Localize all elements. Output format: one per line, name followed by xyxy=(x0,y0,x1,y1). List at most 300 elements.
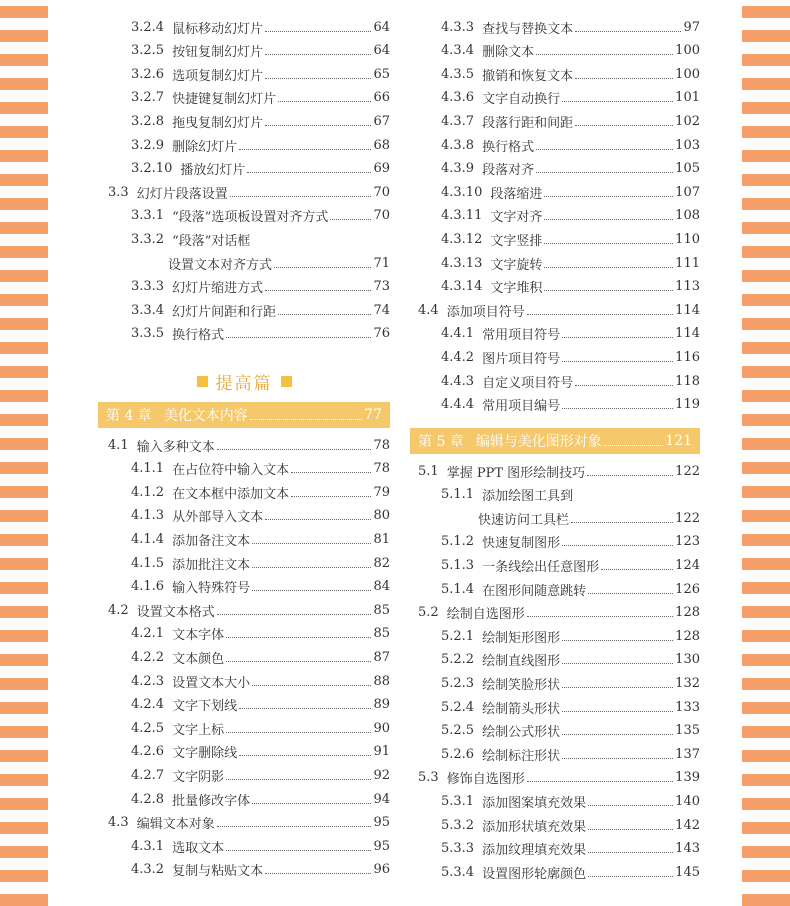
toc-entry[interactable] xyxy=(98,251,390,275)
dot-leader xyxy=(239,708,371,709)
stripe-bar xyxy=(742,342,790,354)
entry-page: 95 xyxy=(373,815,390,831)
toc-entry[interactable] xyxy=(98,157,390,181)
toc-entry[interactable] xyxy=(98,740,390,764)
entry-number: 4.3.10 xyxy=(441,184,483,200)
stripe-bar xyxy=(0,270,48,282)
entry-number: 4.3.2 xyxy=(131,862,165,878)
entry-page: 76 xyxy=(373,326,390,342)
toc-entry[interactable] xyxy=(98,622,390,646)
entry-page: 92 xyxy=(373,767,390,783)
chapter-page: 77 xyxy=(364,407,382,423)
entry-number: 5.2.2 xyxy=(441,652,475,668)
entry-number: 4.3.4 xyxy=(441,43,475,59)
dot-leader xyxy=(265,125,371,126)
dot-leader xyxy=(562,408,673,409)
dot-leader xyxy=(252,590,371,591)
entry-page: 74 xyxy=(373,302,390,318)
entry-title: 常用项目符号 xyxy=(482,328,561,344)
entry-page: 79 xyxy=(373,484,390,500)
stripe-bar xyxy=(0,510,48,522)
entry-page: 124 xyxy=(675,557,700,573)
toc-entry[interactable] xyxy=(98,133,390,157)
entry-number: 4.2.3 xyxy=(131,673,165,689)
chapter-title: 美化文本内容 xyxy=(163,408,248,424)
entry-title: 绘制标注形状 xyxy=(482,748,561,764)
stripe-bar xyxy=(742,174,790,186)
entry-number: 4.4.1 xyxy=(441,326,475,342)
toc-entry[interactable] xyxy=(408,369,700,393)
entry-title: 文字对齐 xyxy=(490,210,543,226)
entry-title: 添加图案填充效果 xyxy=(482,795,587,811)
dot-leader xyxy=(226,661,371,662)
toc-entry[interactable] xyxy=(408,789,700,813)
entry-number: 3.3 xyxy=(108,184,129,200)
toc-entry[interactable] xyxy=(408,766,700,790)
stripe-bar xyxy=(742,798,790,810)
entry-title: 换行格式 xyxy=(172,328,225,344)
entry-page: 91 xyxy=(373,744,390,760)
entry-page: 103 xyxy=(675,137,700,153)
entry-title: 快捷键复制幻灯片 xyxy=(172,92,277,108)
stripe-bar xyxy=(0,246,48,258)
toc-entry[interactable] xyxy=(98,527,390,551)
dot-leader xyxy=(575,78,673,79)
toc-entry[interactable] xyxy=(408,39,700,63)
dot-leader xyxy=(575,31,681,32)
toc-entry[interactable] xyxy=(408,393,700,417)
stripe-bar xyxy=(742,270,790,282)
stripe-bar xyxy=(742,126,790,138)
entry-number: 5.2.3 xyxy=(441,675,475,691)
dot-leader xyxy=(562,758,673,759)
entry-title: 设置文本对齐方式 xyxy=(168,257,273,273)
entry-page: 118 xyxy=(675,373,700,389)
entry-number: 4.1.5 xyxy=(131,555,165,571)
stripe-bar xyxy=(742,366,790,378)
toc-entry[interactable] xyxy=(408,742,700,766)
entry-number: 4.2.5 xyxy=(131,720,165,736)
toc-entry[interactable] xyxy=(408,553,700,577)
entry-number: 4.2.2 xyxy=(131,649,165,665)
entry-number: 4.3.11 xyxy=(441,208,483,224)
stripe-bar xyxy=(742,6,790,18)
dot-leader xyxy=(226,337,371,338)
dot-leader xyxy=(217,826,372,827)
entry-page: 114 xyxy=(675,326,700,342)
entry-title: 删除幻灯片 xyxy=(172,139,238,155)
stripe-bar xyxy=(0,174,48,186)
dot-leader xyxy=(562,687,673,688)
dot-leader xyxy=(588,876,673,877)
dot-leader xyxy=(226,732,371,733)
dot-leader xyxy=(544,267,673,268)
entry-page: 94 xyxy=(373,791,390,807)
toc-entry[interactable] xyxy=(98,598,390,622)
entry-page: 123 xyxy=(675,534,700,550)
toc-entry[interactable] xyxy=(408,133,700,157)
toc-entry[interactable] xyxy=(408,62,700,86)
entry-number: 3.3.2 xyxy=(131,231,165,247)
toc-entry[interactable] xyxy=(408,695,700,719)
toc-entry[interactable] xyxy=(98,109,390,133)
entry-number: 4.2 xyxy=(108,602,129,618)
toc-entry[interactable] xyxy=(408,483,700,507)
dot-leader xyxy=(265,519,371,520)
entry-number: 4.3 xyxy=(108,815,129,831)
dot-leader xyxy=(265,290,371,291)
dot-leader xyxy=(536,172,673,173)
entry-page: 85 xyxy=(373,626,390,642)
toc-entry[interactable] xyxy=(98,433,390,457)
stripe-bar xyxy=(742,750,790,762)
stripe-bar xyxy=(742,774,790,786)
entry-number: 5.1 xyxy=(418,463,439,479)
entry-page: 122 xyxy=(675,463,700,479)
stripe-bar xyxy=(0,150,48,162)
entry-title: 设置图形轮廓颜色 xyxy=(482,866,587,882)
toc-entry[interactable] xyxy=(98,669,390,693)
toc-entry[interactable] xyxy=(98,551,390,575)
stripe-bar xyxy=(0,126,48,138)
stripe-bar xyxy=(0,774,48,786)
toc-entry[interactable] xyxy=(98,39,390,63)
entry-page: 140 xyxy=(675,793,700,809)
stripe-bar xyxy=(742,438,790,450)
entry-page: 66 xyxy=(373,90,390,106)
dot-leader xyxy=(562,640,673,641)
entry-page: 80 xyxy=(373,508,390,524)
dot-leader xyxy=(562,711,673,712)
stripe-bar xyxy=(0,894,48,906)
entry-title: 从外部导入文本 xyxy=(172,510,264,526)
entry-page: 128 xyxy=(675,605,700,621)
stripe-bar xyxy=(0,342,48,354)
stripe-bar xyxy=(0,438,48,450)
stripe-bar xyxy=(0,198,48,210)
entry-title: 文字上标 xyxy=(172,722,225,738)
toc-entry[interactable] xyxy=(408,506,700,530)
entry-number: 4.1.6 xyxy=(131,579,165,595)
dot-leader xyxy=(226,779,371,780)
entry-number: 5.3.3 xyxy=(441,841,475,857)
entry-number: 4.3.14 xyxy=(441,279,483,295)
entry-page: 114 xyxy=(675,302,700,318)
chapter-title: 编辑与美化图形对象 xyxy=(475,434,602,450)
stripe-bar xyxy=(0,654,48,666)
toc-entry[interactable] xyxy=(408,251,700,275)
entry-number: 4.4.4 xyxy=(441,397,475,413)
toc-entry[interactable] xyxy=(98,575,390,599)
stripe-bar xyxy=(742,870,790,882)
entry-page: 73 xyxy=(373,279,390,295)
entry-number: 5.3 xyxy=(418,770,439,786)
dot-leader xyxy=(575,125,673,126)
toc-entry[interactable] xyxy=(408,837,700,861)
stripe-bar xyxy=(742,846,790,858)
stripe-bar xyxy=(742,606,790,618)
stripe-bar xyxy=(0,222,48,234)
entry-title: 添加纹理填充效果 xyxy=(482,843,587,859)
toc-entry[interactable] xyxy=(98,693,390,717)
entry-page: 137 xyxy=(675,746,700,762)
dot-leader xyxy=(527,616,673,617)
entry-number: 4.1.2 xyxy=(131,484,165,500)
entry-number: 4.3.3 xyxy=(441,19,475,35)
entry-title: 在图形间随意跳转 xyxy=(482,583,587,599)
entry-page: 110 xyxy=(675,231,700,247)
entry-title: 删除文本 xyxy=(482,45,535,61)
entry-page: 87 xyxy=(373,649,390,665)
dot-leader xyxy=(217,614,372,615)
part-heading xyxy=(98,368,390,394)
entry-page: 67 xyxy=(373,113,390,129)
entry-page: 64 xyxy=(373,19,390,35)
entry-title: 幻灯片间距和行距 xyxy=(172,304,277,320)
entry-page: 68 xyxy=(373,137,390,153)
dot-leader xyxy=(527,781,673,782)
toc-entry[interactable] xyxy=(98,834,390,858)
entry-title: 绘制直线图形 xyxy=(482,654,561,670)
entry-number: 3.2.9 xyxy=(131,137,165,153)
entry-number: 5.2 xyxy=(418,605,439,621)
dot-leader xyxy=(291,472,371,473)
entry-number: 3.2.10 xyxy=(131,161,173,177)
entry-title: 文本颜色 xyxy=(172,651,225,667)
entry-title: 文字堆积 xyxy=(490,281,543,297)
entry-number: 4.1.4 xyxy=(131,531,165,547)
toc-entry[interactable] xyxy=(408,204,700,228)
entry-number: 4.2.4 xyxy=(131,697,165,713)
toc-entry[interactable] xyxy=(408,530,700,554)
toc-entry[interactable] xyxy=(98,480,390,504)
toc-entry[interactable] xyxy=(98,811,390,835)
dot-leader xyxy=(588,829,673,830)
entry-page: 64 xyxy=(373,43,390,59)
entry-title: 一条线绘出任意图形 xyxy=(482,559,600,575)
entry-number: 4.3.13 xyxy=(441,255,483,271)
entry-title: 自定义项目符号 xyxy=(482,375,574,391)
entry-number: 5.1.2 xyxy=(441,534,475,550)
entry-page: 126 xyxy=(675,581,700,597)
stripe-bar xyxy=(742,558,790,570)
entry-title: 常用项目编号 xyxy=(482,399,561,415)
toc-entry[interactable] xyxy=(408,624,700,648)
entry-title: 文字旋转 xyxy=(490,257,543,273)
stripe-bar xyxy=(742,318,790,330)
dot-leader xyxy=(588,593,673,594)
toc-entry[interactable] xyxy=(408,648,700,672)
dot-leader xyxy=(601,569,673,570)
chapter-5-bar[interactable] xyxy=(410,428,700,454)
chapter-page: 121 xyxy=(665,433,692,449)
toc-entry[interactable] xyxy=(98,227,390,251)
toc-entry[interactable] xyxy=(98,763,390,787)
dot-leader xyxy=(291,496,371,497)
entry-page: 70 xyxy=(373,208,390,224)
entry-number: 3.2.7 xyxy=(131,90,165,106)
entry-title: 播放幻灯片 xyxy=(180,163,246,179)
chapter-4-bar[interactable] xyxy=(98,402,390,428)
dot-leader xyxy=(562,663,673,664)
entry-number: 3.2.5 xyxy=(131,43,165,59)
stripe-bar xyxy=(742,726,790,738)
toc-entry[interactable] xyxy=(408,15,700,39)
toc-entry[interactable] xyxy=(98,204,390,228)
toc-entry[interactable] xyxy=(98,86,390,110)
toc-entry[interactable] xyxy=(98,504,390,528)
toc-entry[interactable] xyxy=(408,459,700,483)
toc-entry[interactable] xyxy=(408,157,700,181)
toc-entry[interactable] xyxy=(408,577,700,601)
entry-page: 128 xyxy=(675,628,700,644)
stripe-bar xyxy=(0,822,48,834)
entry-page: 105 xyxy=(675,161,700,177)
toc-entry[interactable] xyxy=(98,15,390,39)
entry-title: 添加绘图工具到 xyxy=(482,489,574,505)
dot-leader xyxy=(239,149,371,150)
entry-number: 4.2.7 xyxy=(131,767,165,783)
toc-entry[interactable] xyxy=(408,601,700,625)
entry-page: 107 xyxy=(675,184,700,200)
entry-title: 撤销和恢复文本 xyxy=(482,68,574,84)
toc-entry[interactable] xyxy=(408,671,700,695)
entry-title: 拖曳复制幻灯片 xyxy=(172,115,264,131)
entry-title: 绘制公式形状 xyxy=(482,725,561,741)
entry-title: 添加备注文本 xyxy=(172,533,251,549)
stripe-bar xyxy=(0,318,48,330)
entry-page: 90 xyxy=(373,720,390,736)
stripe-bar xyxy=(0,54,48,66)
entry-number: 5.2.4 xyxy=(441,699,475,715)
toc-entry[interactable] xyxy=(408,275,700,299)
entry-title: 选项复制幻灯片 xyxy=(172,68,264,84)
toc-entry[interactable] xyxy=(408,719,700,743)
toc-entry[interactable] xyxy=(98,858,390,882)
toc-entry[interactable] xyxy=(408,345,700,369)
entry-title: 添加项目符号 xyxy=(446,304,525,320)
entry-page: 85 xyxy=(373,602,390,618)
dot-leader xyxy=(604,445,663,446)
entry-page: 100 xyxy=(675,43,700,59)
stripe-bar xyxy=(742,54,790,66)
toc-entry[interactable] xyxy=(98,62,390,86)
dot-leader xyxy=(226,637,371,638)
dot-leader xyxy=(278,314,371,315)
dot-leader xyxy=(544,196,673,197)
toc-entry[interactable] xyxy=(98,787,390,811)
entry-page: 113 xyxy=(675,279,700,295)
entry-page: 89 xyxy=(373,697,390,713)
toc-entry[interactable] xyxy=(408,227,700,251)
entry-number: 5.3.2 xyxy=(441,817,475,833)
entry-number: 4.2.6 xyxy=(131,744,165,760)
toc-entry[interactable] xyxy=(408,109,700,133)
toc-entry[interactable] xyxy=(98,457,390,481)
stripe-bar xyxy=(0,606,48,618)
entry-title: 换行格式 xyxy=(482,139,535,155)
toc-entry[interactable] xyxy=(408,860,700,884)
stripe-bar xyxy=(0,582,48,594)
dot-leader xyxy=(252,543,371,544)
stripe-bar xyxy=(0,30,48,42)
stripe-bar xyxy=(0,846,48,858)
entry-number: 5.1.3 xyxy=(441,557,475,573)
dot-leader xyxy=(544,219,673,220)
right-decorative-stripes xyxy=(742,0,790,895)
toc-entry[interactable] xyxy=(98,298,390,322)
entry-page: 119 xyxy=(675,397,700,413)
entry-page: 139 xyxy=(675,770,700,786)
dot-leader xyxy=(265,873,371,874)
stripe-bar xyxy=(742,510,790,522)
toc-entry[interactable] xyxy=(408,298,700,322)
entry-number: 4.1.1 xyxy=(131,461,165,477)
entry-page: 143 xyxy=(675,841,700,857)
stripe-bar xyxy=(742,246,790,258)
toc-entry[interactable] xyxy=(98,716,390,740)
entry-page: 82 xyxy=(373,555,390,571)
entry-title: 复制与粘贴文本 xyxy=(172,864,264,880)
entry-title: “段落”选项板设置对齐方式 xyxy=(172,210,329,226)
dot-leader xyxy=(544,243,673,244)
entry-page: 130 xyxy=(675,652,700,668)
entry-title: 在占位符中输入文本 xyxy=(172,463,290,479)
stripe-bar xyxy=(742,390,790,402)
entry-number: 4.3.5 xyxy=(441,66,475,82)
toc-entry[interactable] xyxy=(408,86,700,110)
entry-number: 5.2.1 xyxy=(441,628,475,644)
entry-title: 在文本框中添加文本 xyxy=(172,486,290,502)
entry-page: 108 xyxy=(675,208,700,224)
stripe-bar xyxy=(0,102,48,114)
stripe-bar xyxy=(0,750,48,762)
dot-leader xyxy=(588,805,673,806)
toc-entry[interactable] xyxy=(408,180,700,204)
dot-leader xyxy=(265,31,371,32)
entry-page: 78 xyxy=(373,461,390,477)
entry-number: 4.4 xyxy=(418,302,439,318)
toc-entry[interactable] xyxy=(98,322,390,346)
stripe-bar xyxy=(742,30,790,42)
entry-number: 5.1.1 xyxy=(441,487,475,503)
entry-title: 添加批注文本 xyxy=(172,557,251,573)
toc-entry[interactable] xyxy=(98,180,390,204)
stripe-bar xyxy=(742,414,790,426)
stripe-bar xyxy=(742,462,790,474)
entry-number: 5.3.1 xyxy=(441,793,475,809)
toc-entry[interactable] xyxy=(98,275,390,299)
entry-number: 5.1.4 xyxy=(441,581,475,597)
entry-number: 5.2.5 xyxy=(441,723,475,739)
entry-title: 幻灯片缩进方式 xyxy=(172,281,264,297)
chapter-label: 第 4 章 xyxy=(106,408,152,424)
dot-leader xyxy=(226,850,371,851)
dot-leader xyxy=(571,522,673,523)
dot-leader xyxy=(265,54,371,55)
toc-entry[interactable] xyxy=(98,645,390,669)
entry-page: 81 xyxy=(373,531,390,547)
toc-entry[interactable] xyxy=(408,813,700,837)
stripe-bar xyxy=(0,798,48,810)
entry-title: 掌握 PPT 图形绘制技巧 xyxy=(446,465,586,481)
stripe-bar xyxy=(742,78,790,90)
entry-title: 设置文本大小 xyxy=(172,675,251,691)
stripe-bar xyxy=(0,702,48,714)
entry-number: 4.2.1 xyxy=(131,626,165,642)
toc-entry[interactable] xyxy=(408,322,700,346)
stripe-bar xyxy=(742,294,790,306)
